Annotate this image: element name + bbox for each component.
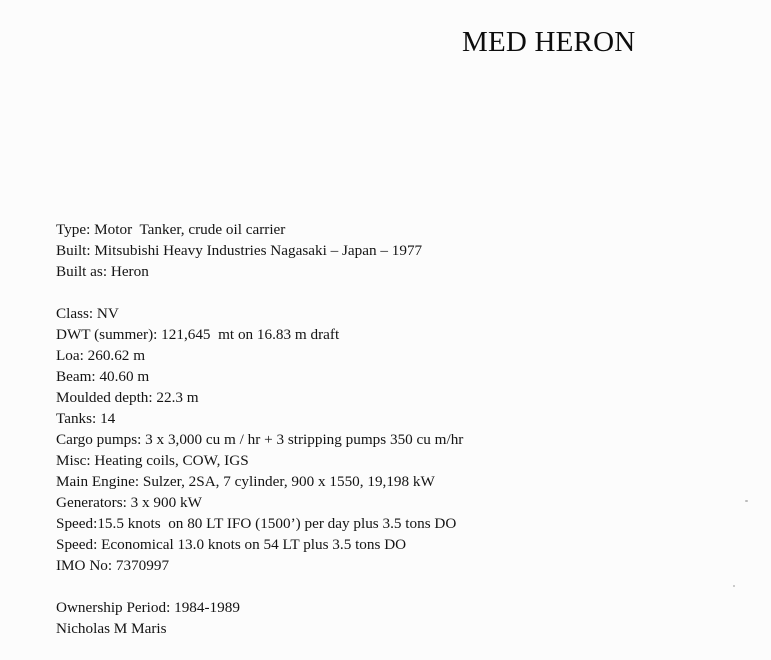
spec-moulded-depth: Moulded depth: 22.3 m (56, 389, 199, 406)
scan-speck (733, 585, 735, 587)
spec-cargo-pumps: Cargo pumps: 3 x 3,000 cu m / hr + 3 stripping pumps 350 cu m/hr (56, 431, 464, 448)
spec-generators: Generators: 3 x 900 kW (56, 494, 202, 511)
owner-name: Nicholas M Maris (56, 620, 167, 637)
paragraph-gap (56, 282, 463, 303)
spec-speed-economical: Speed: Economical 13.0 knots on 54 LT plus 3.5 tons DO (56, 536, 407, 553)
spec-class: Class: NV (56, 305, 119, 322)
spec-dwt: DWT (summer): 121,645 mt on 16.83 m draft (56, 326, 340, 343)
spec-beam: Beam: 40.60 m (56, 368, 150, 385)
spec-loa: Loa: 260.62 m (56, 347, 146, 364)
spec-type: Type: Motor Tanker, crude oil carrier (56, 221, 286, 238)
spec-built: Built: Mitsubishi Heavy Industries Nagasaki – Japan – 1977 (56, 242, 423, 259)
document-title: MED HERON (462, 26, 636, 58)
scan-speck (745, 500, 748, 502)
spec-misc: Misc: Heating coils, COW, IGS (56, 452, 249, 469)
vessel-specifications (56, 219, 463, 639)
spec-main-engine: Main Engine: Sulzer, 2SA, 7 cylinder, 900 x 1550, 19,198 kW (56, 473, 435, 490)
paragraph-gap (56, 576, 463, 597)
spec-tanks: Tanks: 14 (56, 410, 116, 427)
spec-built-as: Built as: Heron (56, 263, 149, 280)
spec-speed: Speed:15.5 knots on 80 LT IFO (1500’) per day plus 3.5 tons DO (56, 515, 457, 532)
spec-imo-number: IMO No: 7370997 (56, 557, 170, 574)
ownership-period: Ownership Period: 1984-1989 (56, 599, 240, 616)
